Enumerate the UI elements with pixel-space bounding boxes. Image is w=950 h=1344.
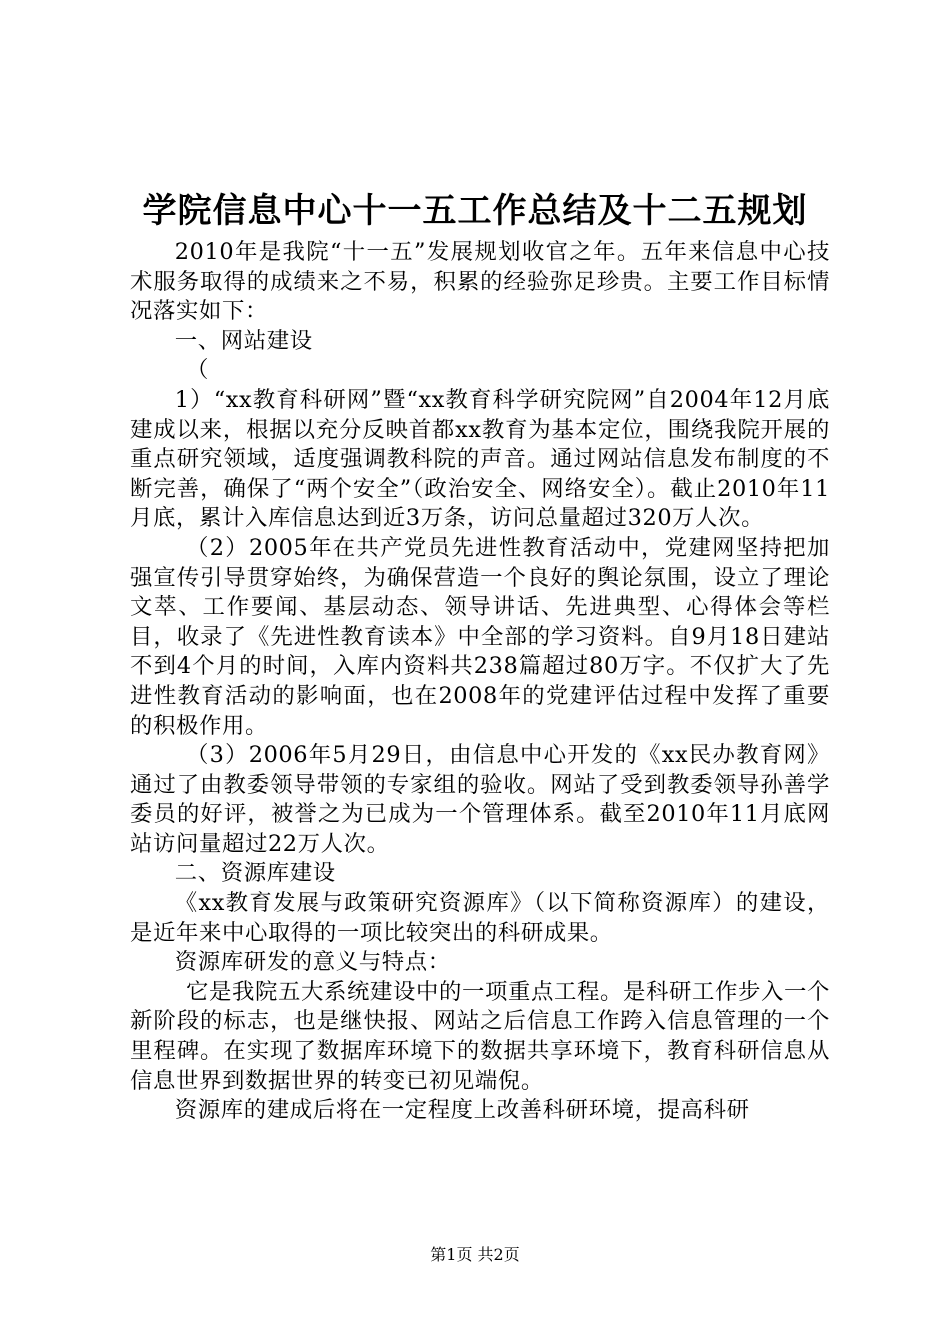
paragraph-item-3: （3）2006年5月29日，由信息中心开发的《xx民办教育网》通过了由教委领导带领的专家组的验收。网站了受到教委领导孙善学委员的好评，被誉之为已成为一个管理体系。截至2010年11月底网站访问量超过22万人次。 [130,742,830,857]
resource-library-significance-heading: 资源库研发的意义与特点： [174,949,451,976]
paragraph-item-2: （2）2005年在共产党员先进性教育活动中，党建网坚持把加强宣传引导贯穿始终，为确保营造一个良好的舆论氛围，设立了理论文萃、工作要闻、基层动态、领导讲话、先进典型、心得体会等栏目，收录了《先进性教育读本》中全部的学习资料。自9月18日建站不到4个月的时间，入库内资料共238篇超过80万字。不仅扩大了先进性教育活动的影响面，也在2008年的党建评估过程中发挥了重要的积极作用。 [130,534,830,739]
paragraph-item-1: 1）“xx教育科研网”暨“xx教育科学研究院网”自2004年12月底建成以来，根据以充分反映首都xx教育为基本定位，围绕我院开展的重点研究领域，适度强调教科院的声音。通过网站信息发布制度的不断完善，确保了“两个安全”（政治安全、网络安全）。截止2010年11月底，累计入库信息达到近3万条，访问总量超过320万人次。 [130,386,830,532]
page-number-footer: 第1页 共2页 [430,1245,520,1264]
section-heading-website: 一、网站建设 [174,327,313,354]
resource-library-outlook: 资源库的建成后将在一定程度上改善科研环境，提高科研 [174,1097,750,1124]
document-title: 学院信息中心十一五工作总结及十二五规划 [142,191,808,231]
stray-bracket-line: （ [186,357,209,384]
resource-library-significance: 它是我院五大系统建设中的一项重点工程。是科研工作步入一个新阶段的标志，也是继快报、网站之后信息工作跨入信息管理的一个里程碑。在实现了数据库环境下的数据共享环境下，教育科研信息从信息世界到数据世界的转变已初见端倪。 [130,978,830,1094]
document-body [130,238,830,1126]
section-heading-resource-library: 二、资源库建设 [174,860,336,887]
resource-library-intro: 《xx教育发展与政策研究资源库》（以下简称资源库）的建设，是近年来中心取得的一项比较突出的科研成果。 [130,890,830,946]
intro-paragraph: 2010年是我院“十一五”发展规划收官之年。五年来信息中心技术服务取得的成绩来之不易，积累的经验弥足珍贵。主要工作目标情况落实如下： [130,239,830,325]
